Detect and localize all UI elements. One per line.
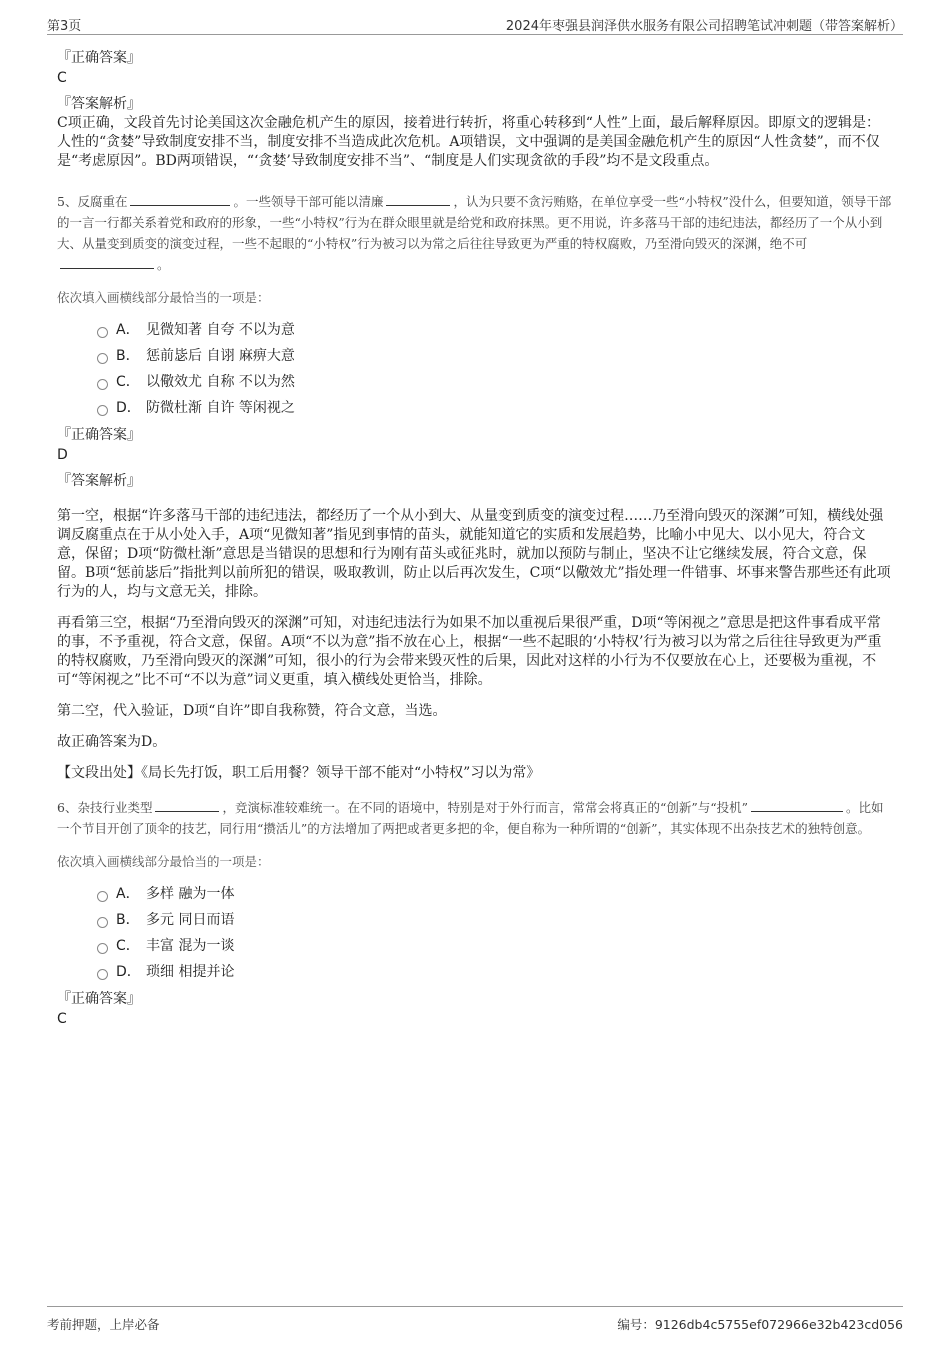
blank (751, 799, 843, 812)
option-a[interactable]: A． 多样 融为一体 (97, 881, 892, 907)
document-title: 2024年枣强县润泽供水服务有限公司招聘笔试冲刺题（带答案解析） (505, 19, 903, 34)
q5-analysis-p2: 再看第三空，根据“乃至滑向毁灭的深渊”可知，对违纪违法行为如果不加以重视后果很严重，D项“等闲视之”意思是把这件事看成平常的事，不予重视，符合文意，保留。A项“不以为意”指不放在心上，根据“一些不起眼的‘小特权’行为被习以为常之后往往导致更为严重的特权腐败，乃至滑向毁灭的深渊”可知，很小的行为会带来毁灭性的后果，因此对这样的小行为不仅要放在心上，还要极为重视，不可“等闲视之”比不可“不以为意”词义更重，填入横线处更恰当，排除。 (57, 615, 882, 688)
q6-prompt: 依次填入画横线部分最恰当的一项是： (57, 854, 270, 869)
q5-prompt: 依次填入画横线部分最恰当的一项是： (57, 290, 270, 305)
radio-icon[interactable] (97, 405, 108, 416)
q5-analysis-p1: 第一空，根据“许多落马干部的违纪违法，都经历了一个从小到大、从量变到质变的演变过程……乃至滑向毁灭的深渊”可知，横线处强调反腐重点在于从小处入手，A项“见微知著”指见到事情的苗头，就能知道它的实质和发展趋势，比喻小中见大、以小见大，符合文意，保留；D项“防微杜渐”意思是当错误的思想和行为刚有苗头或征兆时，就加以预防与制止，坚决不让它继续发展，符合文意，保留。B项“惩前毖后”指批判以前所犯的错误，吸取教训，防止以后再次发生，C项“以儆效尤”指处理一件错事、坏事来警告那些还有此项行为的人，均与文意无关，排除。 (57, 508, 891, 600)
q5-source: 【文段出处】《局长先打饭，职工后用餐？领导干部不能对“小特权”习以为常》 (57, 765, 541, 781)
page-footer (47, 1306, 903, 1333)
option-d[interactable]: D． 防微杜渐 自许 等闲视之 (97, 395, 892, 421)
blank (386, 193, 450, 206)
blank (155, 799, 219, 812)
footer-slogan: 考前押题，上岸必备 (47, 1317, 160, 1332)
q6-answer: C (57, 1011, 67, 1027)
page-header (47, 12, 903, 35)
radio-icon[interactable] (97, 969, 108, 980)
option-c[interactable]: C． 以儆效尤 自称 不以为然 (97, 369, 892, 395)
blank (60, 256, 154, 269)
correct-answer-label: 『正确答案』 (57, 991, 141, 1007)
option-d[interactable]: D． 琐细 相提并论 (97, 959, 892, 985)
q6-options (97, 881, 892, 985)
correct-answer-label: 『正确答案』 (57, 427, 141, 443)
q5-answer: D (57, 447, 68, 463)
q5-options (97, 317, 892, 421)
radio-icon[interactable] (97, 353, 108, 364)
q5-analysis-p3: 第二空，代入验证，D项“自许”即自我称赞，符合文意，当选。 (57, 703, 447, 719)
q6-stem: 6、杂技行业类型 ，竞演标准较难统一。在不同的语境中，特别是对于外行而言，常常会将真正的“创新”与“投机” 。比如一个节目开创了顶伞的技艺，同行用“攒活儿”的方法增加了两把或者更多把的伞，便自称为一种所谓的“创新”，其实体现不出杂技艺术的独特创意。 (57, 800, 884, 836)
radio-icon[interactable] (97, 943, 108, 954)
analysis-label: 『答案解析』 (57, 96, 141, 112)
analysis-label: 『答案解析』 (57, 473, 141, 489)
q5-analysis-p4: 故正确答案为D。 (57, 734, 167, 750)
option-a[interactable]: A． 见微知著 自夸 不以为意 (97, 317, 892, 343)
option-c[interactable]: C． 丰富 混为一谈 (97, 933, 892, 959)
option-b[interactable]: B． 多元 同日而语 (97, 907, 892, 933)
q5-stem: 5、反腐重在 。一些领导干部可能以清廉 ，认为只要不贪污贿赂，在单位享受一些“小特权”没什么，但要知道，领导干部的一言一行都关系着党和政府的形象，一些“小特权”行为在群众眼里就是给党和政府抹黑。更不用说，许多落马干部的违纪违法，都经历了一个从小到大、从量变到质变的演变过程，一些不起眼的“小特权”行为被习以为常之后往往导致更为严重的特权腐败，乃至滑向毁灭的深渊，绝不可。 (57, 194, 892, 272)
page-number: 第3页 (47, 19, 82, 34)
document-body (57, 48, 892, 1035)
radio-icon[interactable] (97, 327, 108, 338)
option-b[interactable]: B． 惩前毖后 自诩 麻痹大意 (97, 343, 892, 369)
q4-analysis: C项正确，文段首先讨论美国这次金融危机产生的原因，接着进行转折，将重心转移到“人性”上面，最后解释原因。即原文的逻辑是：人性的“贪婪”导致制度安排不当，制度安排不当造成此次危机。A项错误，文中强调的是美国金融危机产生的原因“人性贪婪”，而不仅是“考虑原因”。BD两项错误，“‘贪婪’导致制度安排不当”、“制度是人们实现贪欲的手段”均不是文段重点。 (57, 115, 881, 169)
radio-icon[interactable] (97, 917, 108, 928)
radio-icon[interactable] (97, 891, 108, 902)
radio-icon[interactable] (97, 379, 108, 390)
correct-answer-label: 『正确答案』 (57, 50, 141, 66)
blank (130, 193, 230, 206)
q4-answer: C (57, 70, 67, 86)
document-code: 编号：9126db4c5755ef072966e32b423cd056 (617, 1317, 903, 1332)
